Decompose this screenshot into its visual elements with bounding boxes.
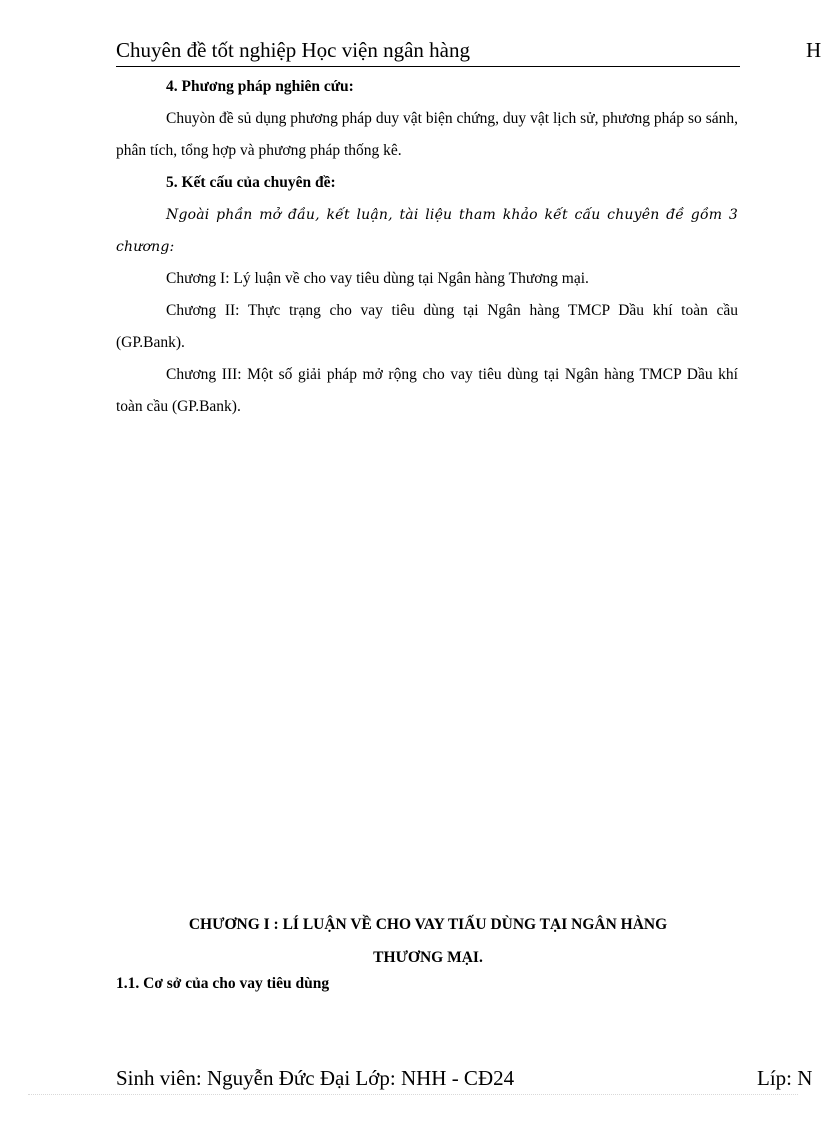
section-4-paragraph: Chuyòn đề sủ dụng phương pháp duy vật biện chứng, duy vật lịch sử, phương pháp so sánh, phân tích, tổng hợp và phương pháp thống kê. — [116, 110, 738, 159]
chapter-2-summary: Chương II: Thực trạng cho vay tiêu dùng tại Ngân hàng TMCP Dầu khí toàn cầu (GP.Bank). — [116, 302, 738, 351]
page-bottom-divider — [28, 1094, 798, 1095]
document-body — [116, 71, 738, 423]
chapter-3-summary: Chương III: Một số giải pháp mở rộng cho vay tiêu dùng tại Ngân hàng TMCP Dầu khí toàn cầu (GP.Bank). — [116, 366, 738, 415]
page-footer-student: Sinh viên: Nguyễn Đức Đại Lớp: NHH - CĐ24 — [116, 1066, 515, 1090]
section-5-heading: 5. Kết cấu của chuyên đề: — [166, 174, 336, 191]
chapter-1-summary: Chương I: Lý luận về cho vay tiêu dùng tại Ngân hàng Thương mại. — [166, 270, 589, 287]
header-rule — [116, 66, 740, 67]
page-header-right-fragment: H — [806, 38, 821, 62]
chapter-title — [116, 908, 740, 974]
chapter-title-line-1: CHƯƠNG I : LÍ LUẬN VỀ CHO VAY TIẤU DÙNG TẠI NGÂN HÀNG — [188, 916, 668, 933]
page-header-title: Chuyên đề tốt nghiệp Học viện ngân hàng — [116, 38, 471, 62]
section-1-1-heading: 1.1. Cơ sở của cho vay tiêu dùng — [116, 975, 330, 992]
section-4-heading: 4. Phương pháp nghiên cứu: — [166, 78, 354, 95]
page-footer-right-fragment: Líp: N — [757, 1066, 813, 1090]
structure-intro: Ngoài phần mở đầu, kết luận, tài liệu tham khảo kết cấu chuyên đề gồm 3 chương: — [116, 207, 738, 255]
chapter-title-line-2: THƯƠNG MẠI. — [373, 949, 483, 966]
